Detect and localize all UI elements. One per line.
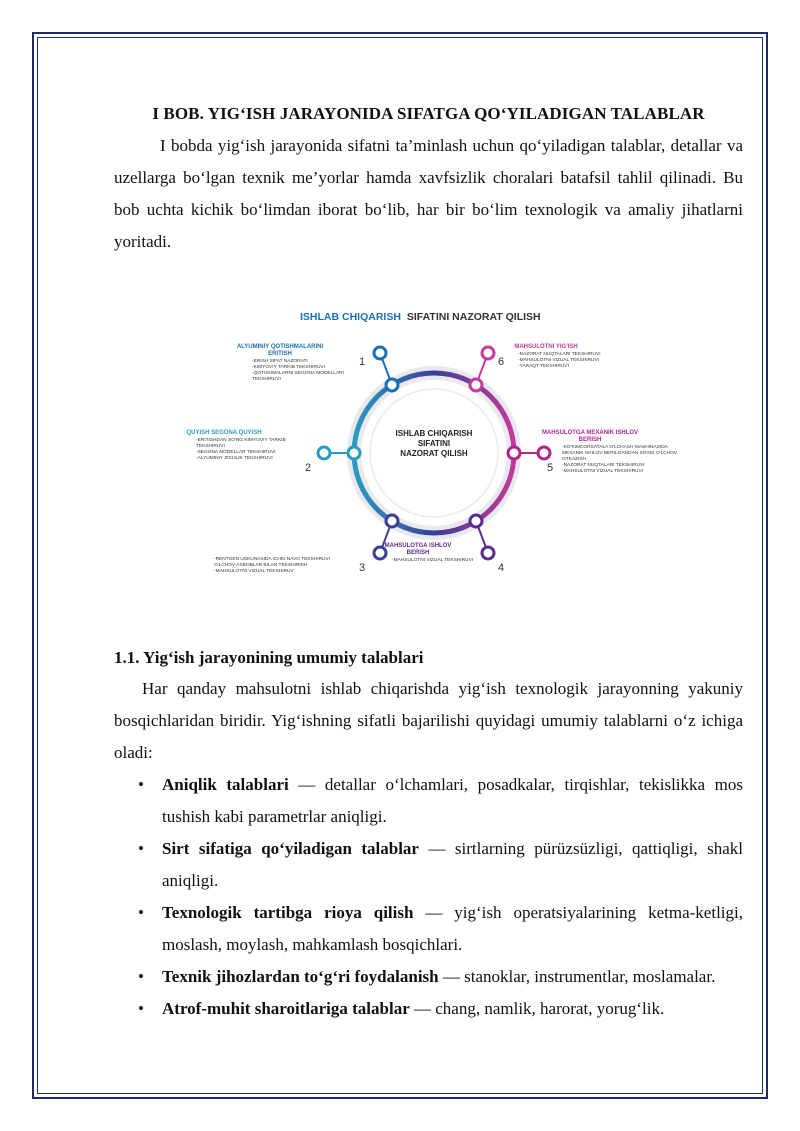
bullet: • <box>138 775 144 794</box>
step-node <box>482 547 494 559</box>
list-item <box>114 961 743 993</box>
step-detail: -YARAQT TEKSHIRUVI <box>518 364 569 369</box>
step-detail: -KO'KIMCORSATALA O'LCHASH MASHINASIDA <box>562 445 668 450</box>
section-paragraph: Har qanday mahsulotni ishlab chiqarishda yig‘ish texnologik jarayonning yakuniy bosqichlaridan biridir. Yig‘ishning sifatli bajarilishi quyidagi umumiy talablarni o‘z ichiga oladi: <box>114 679 743 762</box>
item-term: Aniqlik talablari <box>162 775 289 794</box>
item-text: — chang, namlik, harorat, yorug‘lik. <box>409 999 665 1018</box>
figure-title-part2: SIFATINI NAZORAT QILISH <box>406 311 541 323</box>
step-detail: TEKSHIRUVI <box>196 444 225 449</box>
list-item <box>114 897 743 961</box>
page-content <box>114 104 743 1025</box>
step-title: ALYUMINIY QOTISHMALARINI <box>236 344 324 350</box>
step-detail: -MAHSULOTNI VIZUAL TEKSHIRUVI <box>562 469 644 474</box>
bullet: • <box>138 967 144 986</box>
item-term: Sirt sifatiga qo‘yiladigan talablar <box>162 839 419 858</box>
center-label-line2: SIFATINI <box>417 439 451 448</box>
step-detail: -ALYUMINIY ZICHLIK TEKSHIRUVI <box>196 456 273 461</box>
step-detail: -NAZORAT NUQTALARI TEKSHIRUVI <box>562 463 645 468</box>
step-title: BERISH <box>406 550 430 556</box>
step-detail: -QOTISHMALARNI SEGONA MODELLARI <box>252 371 344 376</box>
step-title: BERISH <box>578 437 602 443</box>
chapter-intro: I bobda yig‘ish jarayonida sifatni ta’minlash uchun qo‘yiladigan talablar, detallar va uzellarga bo‘lgan texnik me’yorlar hamda xavfsizlik choralari batafsil tahlil qilinadi. Bu bob uchta kichik bo‘limdan iborat bo‘lib, har bir bo‘lim texnologik va amaliy jihatlarni yoritadi. <box>114 136 743 251</box>
figure-title-part1: ISHLAB CHIQARISH <box>300 311 401 323</box>
step-node <box>374 347 386 359</box>
step-number: 6 <box>498 356 505 368</box>
step-detail: -RENTGEN USKUNASIDA ICHKI NAVO TEKSHIRUVI <box>214 557 331 562</box>
requirements-list <box>114 769 743 1025</box>
step-title: QUYISH SEGONA QUYISH <box>186 430 262 436</box>
list-item <box>114 769 743 833</box>
step-number: 2 <box>305 462 312 474</box>
step-node <box>318 447 330 459</box>
step-title: MAHSULOTGA MEXANIK ISHLOV <box>541 430 639 436</box>
step-detail: -KIMYOVIY TARKIB TEKSHIRUVI <box>252 365 325 370</box>
ring-marker <box>508 447 520 459</box>
item-term: Texnik jihozlardan to‘g‘ri foydalanish <box>162 967 439 986</box>
bullet: • <box>138 839 144 858</box>
bullet: • <box>138 999 144 1018</box>
figure-title <box>300 311 541 323</box>
step-title: ERITISH <box>268 351 292 357</box>
item-text: — sirtlarning pürüzsüzligi, qattiqligi, shakl aniqligi. <box>162 839 743 890</box>
step-detail: -MAHSULOTNI VIZUAL TEKSHIRUVI <box>392 558 474 563</box>
chapter-title: I BOB. YIG‘ISH JARAYONIDA SIFATGA QO‘YILADIGAN TALABLAR <box>152 104 705 123</box>
ring-marker <box>386 515 398 527</box>
step-detail: -SEGONA MODELLAR TEKSHIRUVI <box>196 450 276 455</box>
step-detail: O'LCHOV ASBOBLAR BILAN TEKSHIRISH <box>214 563 308 568</box>
step-number: 3 <box>359 562 366 574</box>
quality-control-diagram <box>114 310 743 610</box>
ring-marker <box>470 379 482 391</box>
step-detail: OTKAZISH <box>562 457 586 462</box>
item-text: — stanoklar, instrumentlar, moslamalar. <box>438 967 716 986</box>
step-node <box>538 447 550 459</box>
step-detail: -MAHSULOTNI VIZUAL TEKSHIRUVI <box>518 358 600 363</box>
step-detail: -NAZORAT NUQTALARI TEKSHIRUVI <box>518 352 601 357</box>
ring-marker <box>386 379 398 391</box>
item-text: — detallar o‘lchamlari, posadkalar, tirqishlar, tekislikka mos tushish kabi parametrlar aniqligi. <box>162 775 743 826</box>
step-detail: -ERISH SIFAT NAZORATI <box>252 359 308 364</box>
step-title: MAHSULOTNI YIG'ISH <box>514 344 578 350</box>
step-node <box>482 347 494 359</box>
ring-marker <box>348 447 360 459</box>
bullet: • <box>138 903 144 922</box>
section-heading: 1.1. Yig‘ish jarayonining umumiy talablari <box>114 648 424 667</box>
step-detail: -MAHSULOTNI VIZUAL TEKSHIRUV <box>214 569 294 574</box>
step-detail: TEKSHIRUVI <box>252 377 281 382</box>
step-detail: MEXANIK ISHLOV BERILGANDAN SO'NG O'LCHOV <box>562 451 678 456</box>
item-term: Texnologik tartibga rioya qilish <box>162 903 414 922</box>
step-number: 1 <box>359 356 366 368</box>
ring-marker <box>470 515 482 527</box>
center-label-line3: NAZORAT QILISH <box>400 449 468 458</box>
item-term: Atrof-muhit sharoitlariga talablar <box>162 999 410 1018</box>
list-item <box>114 993 743 1025</box>
step-number: 5 <box>547 462 554 474</box>
list-item <box>114 833 743 897</box>
center-label-line1: ISHLAB CHIQARISH <box>395 429 473 438</box>
step-title: MAHSULOTGA ISHLOV <box>384 543 452 549</box>
quality-control-figure <box>114 310 743 610</box>
step-detail: -ERITISHDAN SO'NG KIMYOVIY TARKIB <box>196 438 286 443</box>
step-number: 4 <box>498 562 505 574</box>
item-text: — yig‘ish operatsiyalarining ketma-ketligi, moslash, moylash, mahkamlash bosqichlari. <box>162 903 743 954</box>
